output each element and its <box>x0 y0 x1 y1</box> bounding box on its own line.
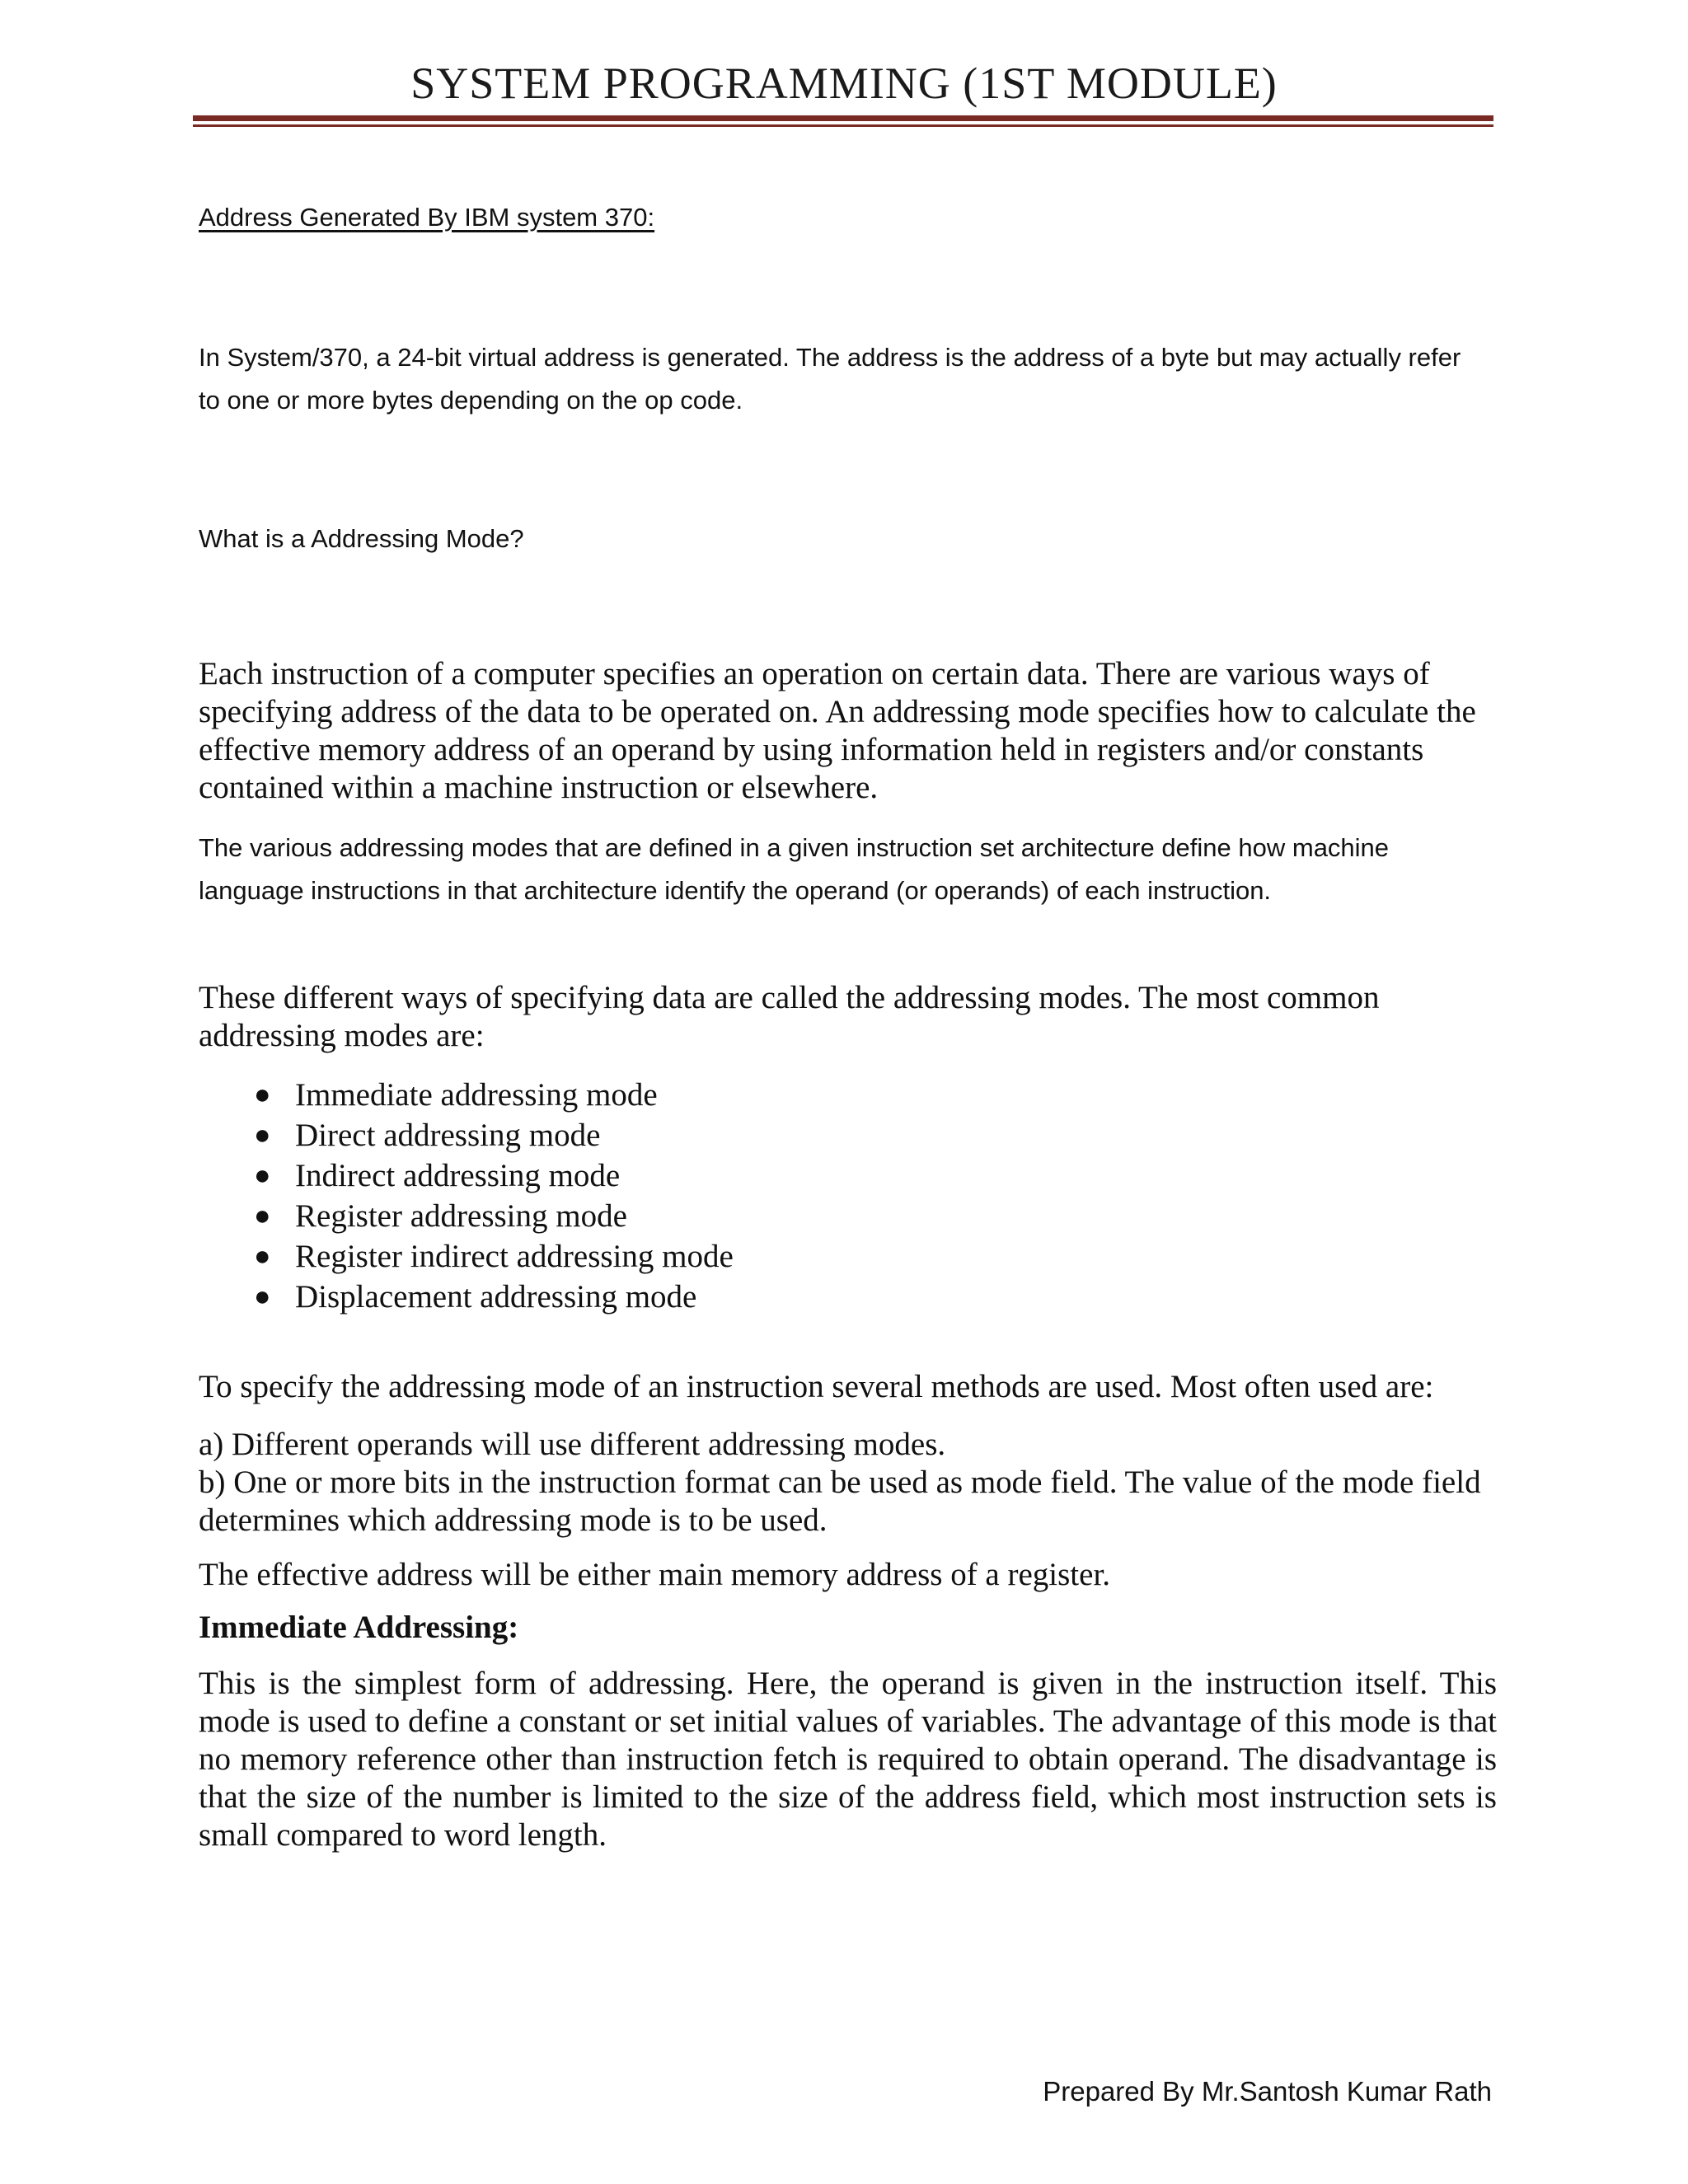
bullet-icon: ● <box>254 1080 271 1110</box>
list-item-label: Register addressing mode <box>295 1198 627 1234</box>
addressing-mode-question: What is a Addressing Mode? <box>199 524 524 553</box>
method-a-text: a) Different operands will use different addressing modes. <box>199 1427 946 1462</box>
list-item <box>247 1115 734 1155</box>
list-item <box>247 1155 734 1196</box>
list-item <box>247 1236 734 1277</box>
modes-intro-paragraph: These different ways of specifying data are called the addressing modes. The most common addressing modes are: <box>199 980 1380 1053</box>
header-rule-thin <box>193 124 1493 127</box>
list-item <box>247 1196 734 1236</box>
method-b-text: b) One or more bits in the instruction format can be used as mode field. The value of the mode field determines which addressing mode is to be used. <box>199 1465 1481 1538</box>
list-item-label: Register indirect addressing mode <box>295 1239 734 1274</box>
list-item <box>247 1075 734 1115</box>
address-generated-paragraph: In System/370, a 24-bit virtual address is generated. The address is the address of a byte but may actually refer to one or more bytes depending on the op code. <box>199 343 1461 415</box>
effective-address-text: The effective address will be either main memory address of a register. <box>199 1557 1111 1592</box>
header-rule-thick <box>193 115 1493 121</box>
page-footer: Prepared By Mr.Santosh Kumar Rath <box>1043 2076 1492 2107</box>
bullet-icon: ● <box>254 1241 271 1272</box>
bullet-icon: ● <box>254 1160 271 1191</box>
methods-intro-paragraph: To specify the addressing mode of an instruction several methods are used. Most often used are: <box>199 1369 1434 1404</box>
bullet-icon: ● <box>254 1282 271 1312</box>
immediate-addressing-heading: Immediate Addressing: <box>199 1610 519 1645</box>
list-item-label: Indirect addressing mode <box>295 1158 621 1193</box>
addressing-mode-definition: Each instruction of a computer specifies an operation on certain data. There are various ways of specifying address of the data to be operated on. An addressing mode specifies how to calculate the effective memory address of an operand by using information held in registers and/or constants contained within a machine instruction or elsewhere. <box>199 656 1476 805</box>
list-item-label: Direct addressing mode <box>295 1118 601 1153</box>
addressing-mode-isa-paragraph: The various addressing modes that are defined in a given instruction set architecture define how machine language instructions in that architecture identify the operand (or operands) of each instruction. <box>199 833 1390 905</box>
list-item <box>247 1277 734 1317</box>
bullet-icon: ● <box>254 1201 271 1231</box>
bullet-icon: ● <box>254 1120 271 1151</box>
immediate-addressing-paragraph: This is the simplest form of addressing. Here, the operand is given in the instruction itself. This mode is used to define a constant or set initial values of variables. The advantage of this mode is that no memory reference other than instruction fetch is required to obtain operand. The disadvantage is that the size of the number is limited to the size of the address field, which most instruction sets is small compared to word length. <box>199 1666 1497 1853</box>
address-generated-heading: Address Generated By IBM system 370: <box>199 203 655 232</box>
list-item-label: Immediate addressing mode <box>295 1077 658 1113</box>
page-title: SYSTEM PROGRAMMING (1ST MODULE) <box>410 59 1278 108</box>
addressing-modes-list <box>247 1075 734 1317</box>
list-item-label: Displacement addressing mode <box>295 1279 697 1315</box>
